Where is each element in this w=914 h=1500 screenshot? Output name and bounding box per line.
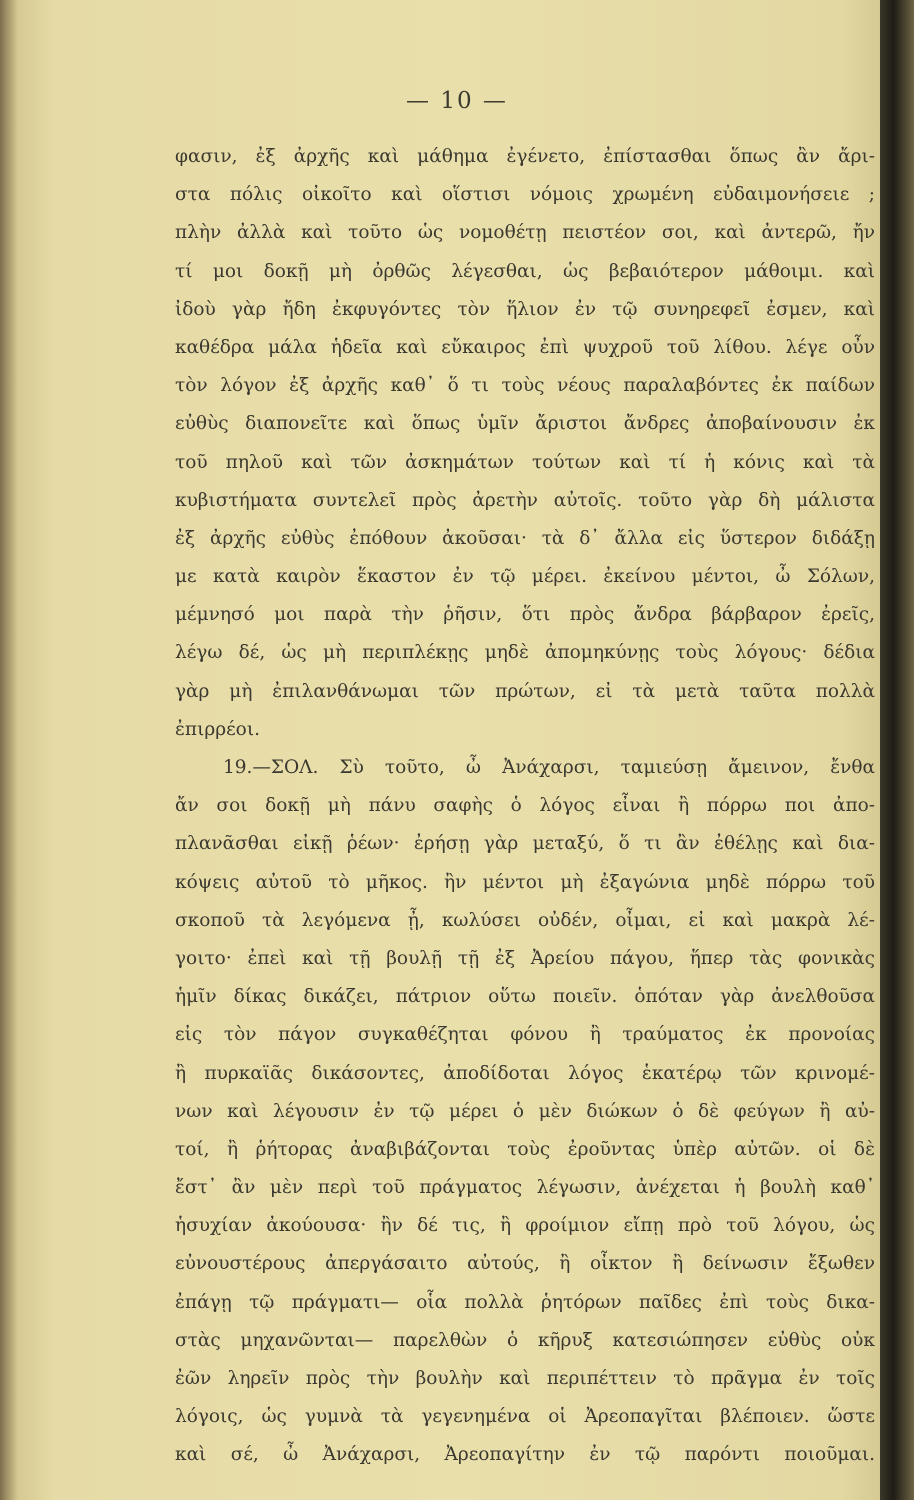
page-number: — 10 — [406, 88, 508, 114]
page-right-edge [880, 0, 914, 1500]
paragraph-end-line: ἐπιρρέοι. [175, 718, 260, 740]
text-line: τί μοι δοκῇ μὴ ὀρθῶς λέγεσθαι, ὡς βεβαιότερον μάθοιμι. καὶ [175, 260, 875, 282]
text-line: φασιν, ἐξ ἀρχῆς καὶ μάθημα ἐγένετο, ἐπίστασθαι ὅπως ἂν ἄρι- [175, 146, 875, 167]
text-line: τοί, ἢ ῥήτορας ἀναβιβάζονται τοὺς ἐροῦντας ὑπὲρ αὐτῶν. οἱ δὲ [175, 1138, 875, 1160]
text-line: νων καὶ λέγουσιν ἐν τῷ μέρει ὁ μὲν διώκων ὁ δὲ φεύγων ἢ αὐ- [175, 1100, 875, 1122]
text-line: με κατὰ καιρὸν ἕκαστον ἐν τῷ μέρει. ἐκείνου μέντοι, ὦ Σόλων, [175, 566, 875, 588]
text-line: ἡσυχίαν ἀκούουσα· ἢν δέ τις, ἢ φροίμιον εἴπῃ πρὸ τοῦ λόγου, ὡς [175, 1215, 875, 1237]
text-line: ἢ πυρκαϊᾶς δικάσοντες, ἀποδίδοται λόγος ἑκατέρῳ τῶν κρινομέ- [175, 1062, 875, 1084]
text-line: ἐπάγῃ τῷ πράγματι— οἷα πολλὰ ῥητόρων παῖδες ἐπὶ τοὺς δικα- [175, 1291, 875, 1313]
text-line: ἄν σοι δοκῇ μὴ πάνυ σαφὴς ὁ λόγος εἶναι ἢ πόρρω ποι ἀπο- [175, 795, 875, 817]
text-line: ἡμῖν δίκας δικάζει, πάτριον οὕτω ποιεῖν. ὁπόταν γὰρ ἀνελθοῦσα [175, 986, 875, 1008]
text-line: κυβιστήματα συντελεῖ πρὸς ἀρετὴν αὐτοῖς. τοῦτο γὰρ δὴ μάλιστα [175, 489, 875, 511]
body-text [175, 138, 875, 1475]
paragraph-start-line: 19.—ΣΟΛ. Σὺ τοῦτο, ὦ Ἀνάχαρσι, ταμιεύσῃ ἄμεινον, ἔνθα [223, 757, 875, 778]
text-line: στα πόλις οἰκοῖτο καὶ οἵστισι νόμοις χρωμένη εὐδαιμονήσειε ; [175, 184, 875, 206]
text-line: σκοποῦ τὰ λεγόμενα ᾖ, κωλύσει οὐδέν, οἶμαι, εἰ καὶ μακρὰ λέ- [175, 909, 875, 931]
text-line: γοιτο· ἐπεὶ καὶ τῇ βουλῇ τῇ ἐξ Ἀρείου πάγου, ἥπερ τὰς φονικὰς [175, 947, 875, 969]
page-spine-shadow [0, 0, 18, 1500]
text-line: τοῦ πηλοῦ καὶ τῶν ἀσκημάτων τούτων καὶ τί ἡ κόνις καὶ τὰ [175, 451, 875, 473]
text-line: ἐξ ἀρχῆς εὐθὺς ἐπόθουν ἀκοῦσαι· τὰ δ᾽ ἄλλα εἰς ὕστερον διδάξῃ [175, 527, 875, 549]
text-line: στὰς μηχανῶνται— παρελθὼν ὁ κῆρυξ κατεσιώπησεν εὐθὺς οὐκ [175, 1329, 875, 1351]
text-line: καὶ σέ, ὦ Ἀνάχαρσι, Ἀρεοπαγίτην ἐν τῷ παρόντι ποιοῦμαι. [175, 1444, 875, 1466]
text-line: γὰρ μὴ ἐπιλανθάνωμαι τῶν πρώτων, εἰ τὰ μετὰ ταῦτα πολλὰ [175, 680, 875, 702]
text-line: πλανᾶσθαι εἰκῇ ῥέων· ἐρήσῃ γὰρ μεταξύ, ὅ τι ἂν ἐθέλῃς καὶ δια- [175, 833, 875, 855]
text-line: ἰδοὺ γὰρ ἤδη ἐκφυγόντες τὸν ἥλιον ἐν τῷ συνηρεφεῖ ἐσμεν, καὶ [175, 298, 875, 320]
text-line: εἰς τὸν πάγον συγκαθέζηται φόνου ἢ τραύματος ἐκ προνοίας [175, 1024, 875, 1046]
text-line: εὐθὺς διαπονεῖτε καὶ ὅπως ὑμῖν ἄριστοι ἄνδρες ἀποβαίνουσιν ἐκ [175, 413, 875, 435]
text-line: τὸν λόγον ἐξ ἀρχῆς καθ᾽ ὅ τι τοὺς νέους παραλαβόντες ἐκ παίδων [175, 375, 875, 397]
text-line: μέμνησό μοι παρὰ τὴν ῥῆσιν, ὅτι πρὸς ἄνδρα βάρβαρον ἐρεῖς, [175, 604, 875, 626]
text-line: εὐνουστέρους ἀπεργάσαιτο αὐτούς, ἢ οἶκτον ἢ δείνωσιν ἔξωθεν [175, 1253, 875, 1275]
text-line: λόγοις, ὡς γυμνὰ τὰ γεγενημένα οἱ Ἀρεοπαγῖται βλέποιεν. ὥστε [175, 1406, 875, 1428]
text-line: ἔστ᾽ ἂν μὲν περὶ τοῦ πράγματος λέγωσιν, ἀνέχεται ἡ βουλὴ καθ᾽ [175, 1177, 875, 1199]
text-line: ἐῶν ληρεῖν πρὸς τὴν βουλὴν καὶ περιπέττειν τὸ πρᾶγμα ἐν τοῖς [175, 1368, 875, 1389]
text-line: κόψεις αὐτοῦ τὸ μῆκος. ἢν μέντοι μὴ ἐξαγώνια μηδὲ πόρρω τοῦ [175, 871, 875, 893]
text-line: πλὴν ἀλλὰ καὶ τοῦτο ὡς νομοθέτῃ πειστέον σοι, καὶ ἀντερῶ, ἤν [175, 222, 875, 244]
text-line: καθέδρα μάλα ἡδεῖα καὶ εὔκαιρος ἐπὶ ψυχροῦ τοῦ λίθου. λέγε οὖν [175, 336, 875, 358]
text-line: λέγω δέ, ὡς μὴ περιπλέκῃς μηδὲ ἀπομηκύνῃς τοὺς λόγους· δέδια [175, 642, 875, 664]
